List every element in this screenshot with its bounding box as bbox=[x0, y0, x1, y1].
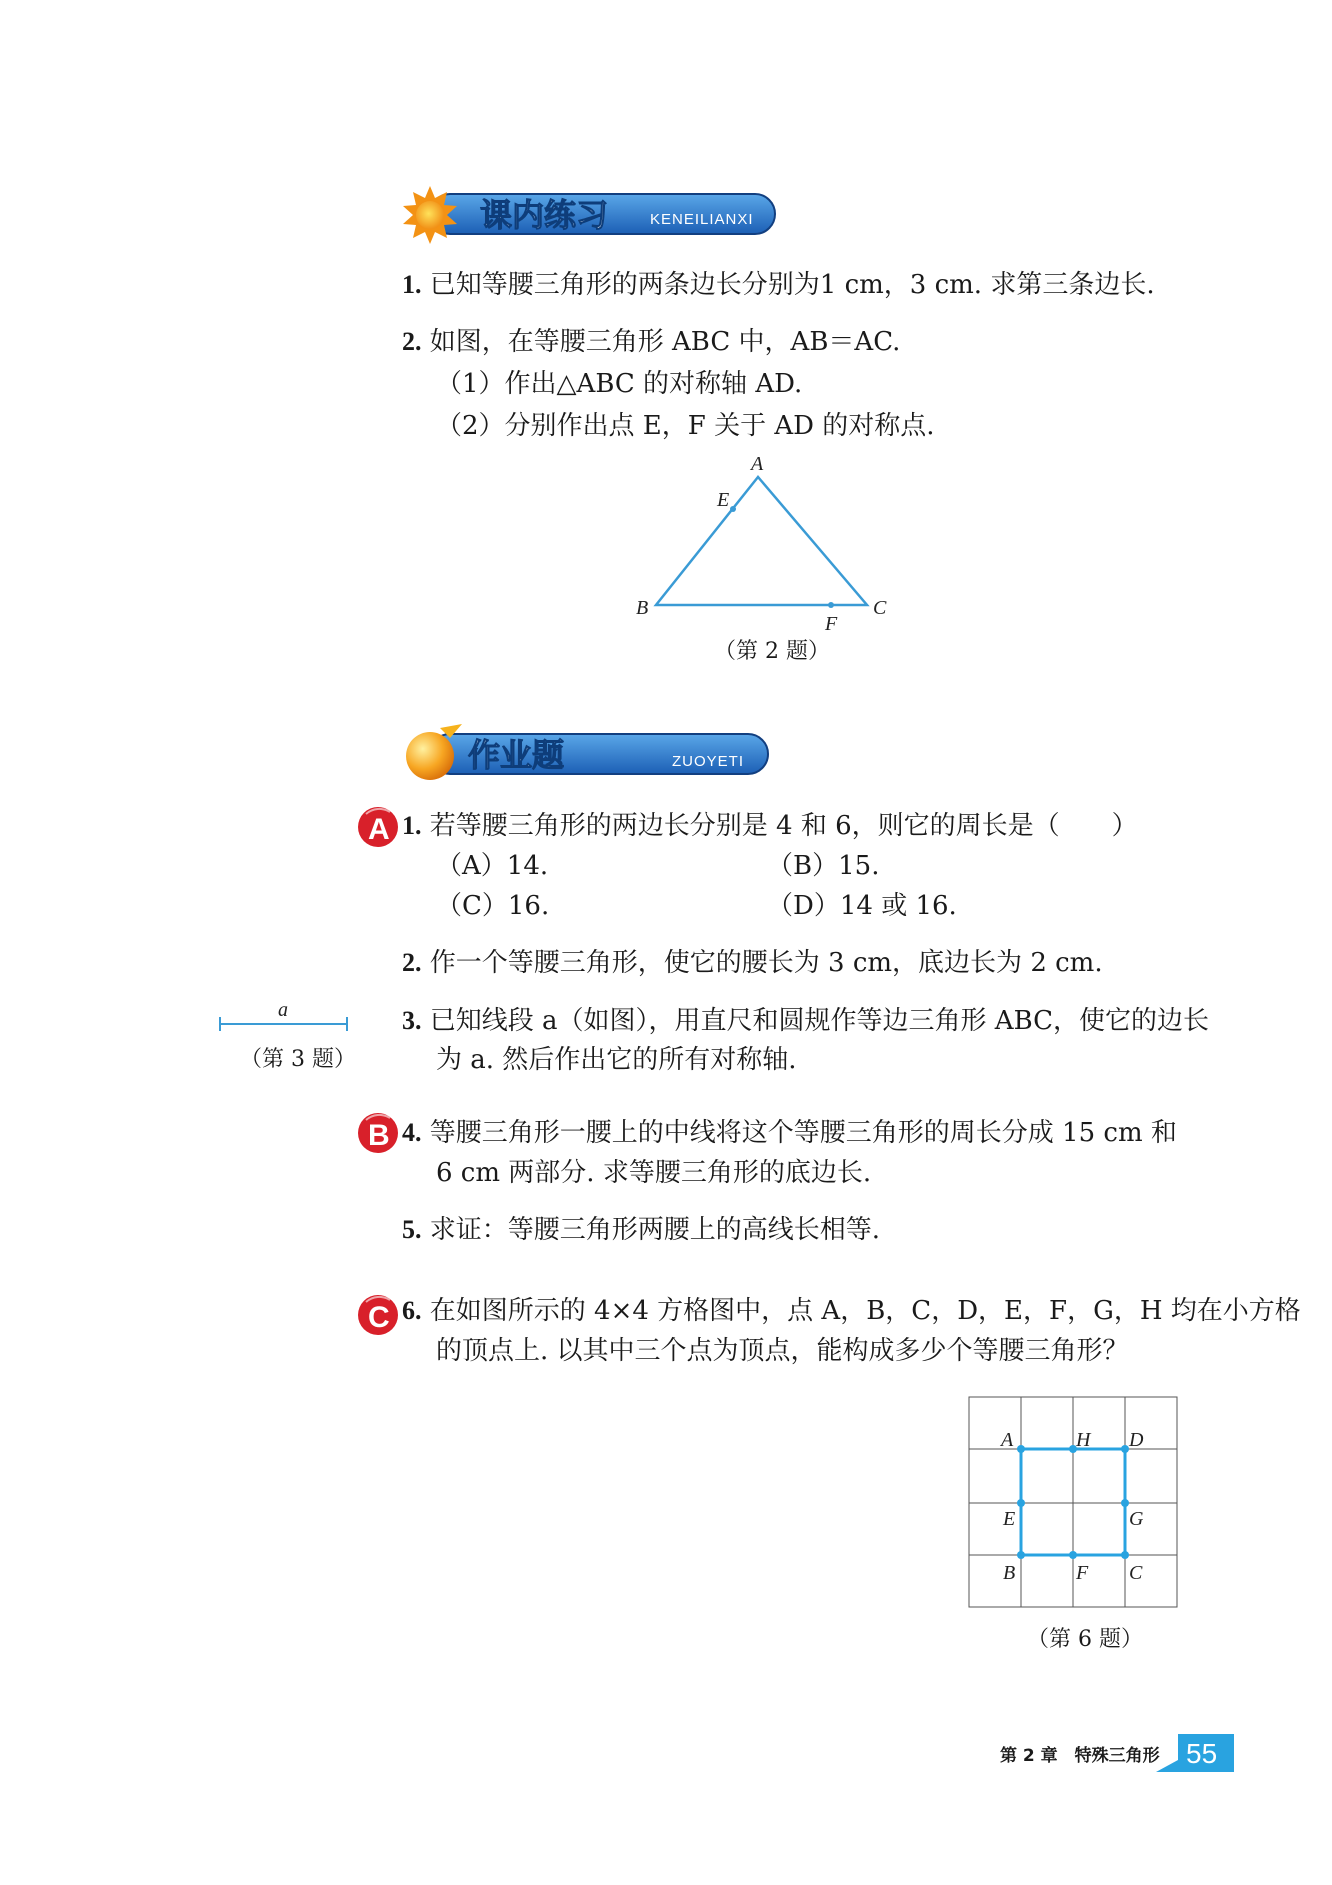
item-text: 等腰三角形一腰上的中线将这个等腰三角形的周长分成 15 cm 和 bbox=[429, 1118, 1177, 1148]
label-a: A bbox=[751, 455, 764, 475]
homework-item-6 bbox=[402, 1296, 1301, 1326]
point-b bbox=[1017, 1551, 1025, 1559]
homework-banner bbox=[402, 720, 772, 784]
level-b-badge bbox=[356, 1110, 402, 1156]
homework-item-4 bbox=[402, 1118, 1177, 1148]
item-text: 已知等腰三角形的两条边长分别为1 cm，3 cm. 求第三条边长. bbox=[429, 270, 1155, 300]
point-c bbox=[1121, 1551, 1129, 1559]
practice-banner bbox=[400, 184, 780, 244]
label-e: E bbox=[717, 489, 730, 511]
item-number: 6. bbox=[402, 1296, 422, 1325]
label-a: A bbox=[1001, 1429, 1014, 1451]
point-a bbox=[1017, 1445, 1025, 1453]
item-number: 2. bbox=[402, 948, 422, 977]
practice-item-2 bbox=[402, 327, 900, 357]
chapter-label: 第 2 章 特殊三角形 bbox=[1000, 1746, 1160, 1766]
item-number: 1. bbox=[402, 811, 422, 840]
item-text: 在如图所示的 4×4 方格图中，点 A，B，C，D，E，F，G，H 均在小方格 bbox=[429, 1296, 1301, 1326]
homework-item-3 bbox=[402, 1006, 1209, 1036]
item-number: 4. bbox=[402, 1118, 422, 1147]
item-text: 若等腰三角形的两边长分别是 4 和 6，则它的周长是（ ） bbox=[429, 811, 1138, 841]
level-a-badge bbox=[356, 804, 402, 850]
label-c: C bbox=[873, 597, 887, 619]
option-d: （D）14 或 16. bbox=[767, 891, 957, 921]
option-a: （A）14. bbox=[436, 851, 549, 881]
homework-item-1 bbox=[402, 811, 1138, 841]
homework-item-2 bbox=[402, 948, 1103, 978]
figure-2-caption: （第 2 题） bbox=[714, 639, 830, 664]
figure-6-caption: （第 6 题） bbox=[1027, 1627, 1143, 1652]
practice-title-en: KENEILIANXI bbox=[650, 211, 754, 228]
label-e: E bbox=[1003, 1508, 1016, 1530]
point-e bbox=[1017, 1499, 1025, 1507]
point-f bbox=[828, 602, 834, 608]
label-d: D bbox=[1129, 1429, 1144, 1451]
level-c-badge bbox=[356, 1292, 402, 1338]
point-d bbox=[1121, 1445, 1129, 1453]
label-a-segment: a bbox=[278, 1000, 288, 1021]
item-number: 5. bbox=[402, 1215, 422, 1244]
triangle-abc bbox=[656, 477, 867, 605]
grid-figure bbox=[968, 1396, 1182, 1616]
item-number: 1. bbox=[402, 270, 422, 299]
option-c: （C）16. bbox=[436, 891, 550, 921]
item-number: 2. bbox=[402, 327, 422, 356]
triangle-figure bbox=[620, 455, 900, 640]
level-b-letter: B bbox=[368, 1119, 390, 1152]
item-number: 3. bbox=[402, 1006, 422, 1035]
homework-title: 作业题 bbox=[468, 736, 565, 774]
page-number-tab bbox=[1150, 1728, 1240, 1778]
label-c: C bbox=[1129, 1562, 1143, 1584]
label-b: B bbox=[1003, 1562, 1016, 1584]
homework-item-6-line2: 的顶点上. 以其中三个点为顶点，能构成多少个等腰三角形？ bbox=[436, 1336, 1129, 1366]
label-g: G bbox=[1129, 1508, 1144, 1530]
level-a-letter: A bbox=[368, 813, 390, 846]
point-g bbox=[1121, 1499, 1129, 1507]
segment-a-figure bbox=[215, 1000, 355, 1040]
item-text: 如图，在等腰三角形 ABC 中，AB＝AC. bbox=[429, 327, 901, 357]
practice-subitem-1: （1）作出△ABC 的对称轴 AD. bbox=[436, 369, 803, 399]
figure-3-caption: （第 3 题） bbox=[240, 1047, 356, 1072]
label-b: B bbox=[636, 597, 649, 619]
practice-subitem-2: （2）分别作出点 E，F 关于 AD 的对称点. bbox=[436, 411, 935, 441]
item-text: 已知线段 a（如图），用直尺和圆规作等边三角形 ABC，使它的边长 bbox=[429, 1006, 1210, 1036]
point-e bbox=[730, 506, 736, 512]
option-b: （B）15. bbox=[767, 851, 880, 881]
point-f bbox=[1069, 1551, 1077, 1559]
page-number: 55 bbox=[1186, 1738, 1218, 1769]
item-text: 求证：等腰三角形两腰上的高线长相等. bbox=[429, 1215, 881, 1245]
homework-title-en: ZUOYETI bbox=[672, 753, 745, 770]
homework-item-5 bbox=[402, 1215, 880, 1245]
practice-item-1 bbox=[402, 270, 1155, 300]
level-c-letter: C bbox=[368, 1301, 390, 1334]
label-f: F bbox=[825, 613, 838, 635]
label-f: F bbox=[1076, 1562, 1089, 1584]
label-h: H bbox=[1076, 1429, 1091, 1451]
practice-title: 课内练习 bbox=[480, 196, 609, 234]
item-text: 作一个等腰三角形，使它的腰长为 3 cm，底边长为 2 cm. bbox=[429, 948, 1103, 978]
homework-item-3-line2: 为 a. 然后作出它的所有对称轴. bbox=[436, 1045, 797, 1075]
homework-item-4-line2: 6 cm 两部分. 求等腰三角形的底边长. bbox=[436, 1158, 872, 1188]
